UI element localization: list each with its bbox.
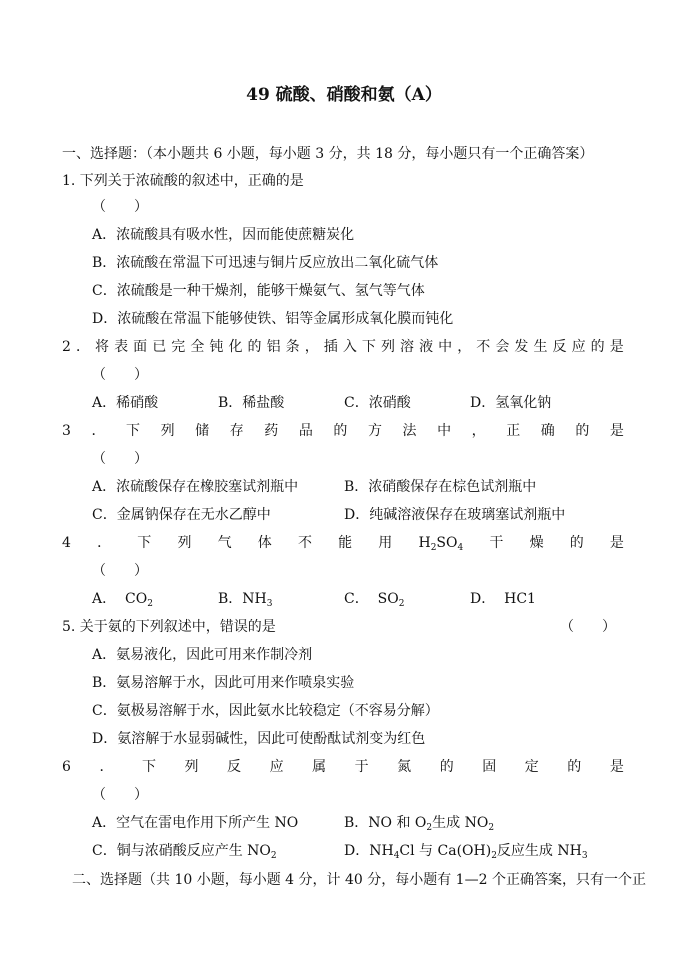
- question-5-option-a: A．氨易液化，因此可用来作制冷剂: [92, 647, 313, 663]
- question-6-option-b: B．NO 和 $O_2$生成 $NO_2$: [344, 815, 495, 833]
- question-2-option-b: B．稀盐酸: [218, 395, 285, 411]
- question-4-option-c: C． $SO_2$: [344, 591, 405, 609]
- question-5-option-c: C．氨极易溶解于水，因此氨水比较稳定（不容易分解）: [92, 703, 439, 719]
- question-6-option-c: C．铜与浓硝酸反应产生 $NO_2$: [92, 843, 277, 861]
- question-1-option-c: C．浓硫酸是一种干燥剂，能够干燥氨气、氢气等气体: [92, 283, 425, 299]
- question-2-option-a: A．稀硝酸: [92, 395, 159, 411]
- question-2-stem: 2 ． 将 表 面 已 完 全 钝 化 的 铝 条 ， 插 入 下 列 溶 液 中 ， 不 会 发 生 反 应 的 是: [62, 339, 624, 355]
- question-3-stem: 3 ． 下 列 储 存 药 品 的 方 法 中 ， 正 确 的 是: [62, 423, 624, 439]
- question-2-option-d: D．氢氧化钠: [470, 395, 552, 411]
- question-4-stem: 4 ． 下 列 气 体 不 能 用 $H_2SO_4$ 干 燥 的 是: [62, 535, 624, 553]
- question-6-option-d: D．$NH_4Cl$ 与 $Ca(OH)_2$反应生成 $NH_3$: [344, 843, 588, 861]
- question-4-option-d: D． HC1: [470, 591, 536, 607]
- question-5-answer-blank: （ ）: [560, 619, 616, 635]
- section-1-heading: 一、选择题：（本小题共 6 小题，每小题 3 分，共 18 分，每小题只有一个正确答案）: [62, 146, 594, 162]
- question-6-stem: 6 ． 下 列 反 应 属 于 氮 的 固 定 的 是: [62, 759, 624, 775]
- question-1-stem: 1. 下列关于浓硫酸的叙述中，正确的是: [62, 173, 304, 189]
- question-2-option-c: C．浓硝酸: [344, 395, 411, 411]
- question-6-option-a: A．空气在雷电作用下所产生 NO: [92, 815, 299, 831]
- question-6-answer-blank: （ ）: [92, 787, 148, 803]
- question-1-option-b: B．浓硫酸在常温下可迅速与铜片反应放出二氧化硫气体: [92, 255, 439, 271]
- page-title: 49 硫酸、硝酸和氨（A）: [246, 85, 442, 105]
- formula-h2so4: $H_2SO_4$: [418, 535, 464, 553]
- question-3-option-b: B．浓硝酸保存在棕色试剂瓶中: [344, 479, 537, 495]
- question-1-option-d: D．浓硫酸在常温下能够使铁、铝等金属形成氧化膜而钝化: [92, 311, 454, 327]
- question-4-answer-blank: （ ）: [92, 563, 148, 579]
- question-3-answer-blank: （ ）: [92, 451, 148, 467]
- question-3-option-d: D．纯碱溶液保存在玻璃塞试剂瓶中: [344, 507, 566, 523]
- question-5-option-b: B．氨易溶解于水，因此可用来作喷泉实验: [92, 675, 355, 691]
- question-3-option-c: C．金属钠保存在无水乙醇中: [92, 507, 271, 523]
- question-5-option-d: D．氨溶解于水显弱碱性，因此可使酚酞试剂变为红色: [92, 731, 426, 747]
- question-2-answer-blank: （ ）: [92, 367, 148, 383]
- question-1-answer-blank: （ ）: [92, 199, 148, 215]
- question-4-option-b: B．$NH_3$: [218, 591, 273, 609]
- section-2-heading: 二、选择题（共 10 小题，每小题 4 分，计 40 分，每小题有 1—2 个正确答案，只有一个正: [72, 872, 646, 888]
- question-3-option-a: A．浓硫酸保存在橡胶塞试剂瓶中: [92, 479, 299, 495]
- question-1-option-a: A．浓硫酸具有吸水性，因而能使蔗糖炭化: [92, 227, 355, 243]
- question-4-option-a: A． $CO_2$: [92, 591, 153, 609]
- question-5-stem: 5. 关于氨的下列叙述中，错误的是: [62, 619, 276, 635]
